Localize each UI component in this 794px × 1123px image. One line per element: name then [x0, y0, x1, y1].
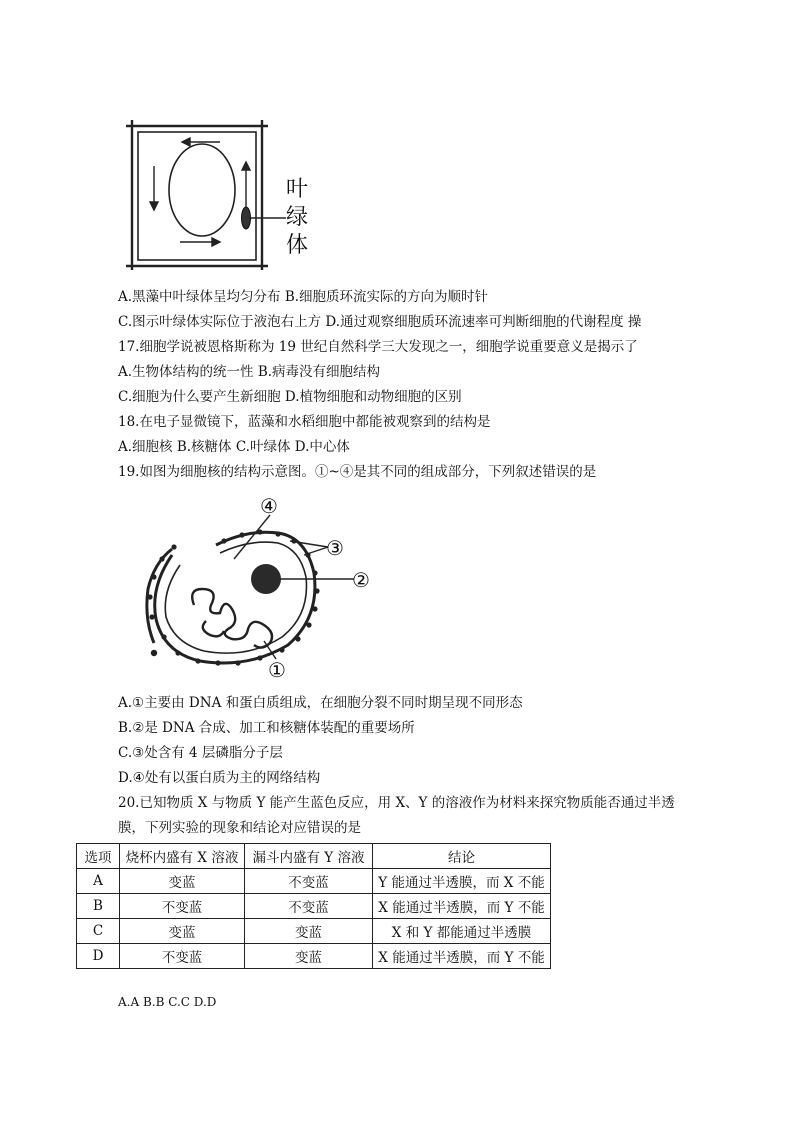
- table-cell: 变蓝: [245, 944, 373, 969]
- table-cell: Y 能通过半透膜，而 X 不能: [373, 869, 551, 894]
- q19-option-a: A.①主要由 DNA 和蛋白质组成，在细胞分裂不同时期呈现不同形态: [118, 695, 523, 711]
- q17-stem: 17.细胞学说被恩格斯称为 19 世纪自然科学三大发现之一，细胞学说重要意义是揭示了: [118, 339, 638, 355]
- label-4: ④: [260, 494, 278, 518]
- table-header-cell: 漏斗内盛有 Y 溶液: [245, 844, 373, 869]
- nucleus-figure: [128, 493, 378, 685]
- q19-option-b: B.②是 DNA 合成、加工和核糖体装配的重要场所: [118, 720, 415, 736]
- q20-stem-line-1: 20.已知物质 X 与物质 Y 能产生蓝色反应，用 X、Y 的溶液作为材料来探究物质能否通过半透: [118, 795, 675, 811]
- vacuole: [169, 144, 235, 236]
- q16-option-line-1: A.黑藻中叶绿体呈均匀分布 B.细胞质环流实际的方向为顺时针: [118, 289, 489, 305]
- table-header-cell: 烧杯内盛有 X 溶液: [120, 844, 245, 869]
- table-row: [77, 894, 551, 919]
- table-cell: 不变蓝: [120, 944, 245, 969]
- q17-option-line-1: A.生物体结构的统一性 B.病毒没有细胞结构: [118, 364, 381, 380]
- nuclear-pores: [147, 529, 319, 665]
- chloroplast-label-char-3: 体: [286, 233, 309, 258]
- q20-table: [76, 843, 551, 969]
- chloroplast-label: [286, 177, 315, 258]
- table-cell: 不变蓝: [245, 894, 373, 919]
- q19-stem: 19.如图为细胞核的结构示意图。①~④是其不同的组成部分，下列叙述错误的是: [118, 464, 597, 480]
- table-row: [77, 944, 551, 969]
- pointer-3: [290, 541, 328, 555]
- q16-option-line-2: C.图示叶绿体实际位于液泡右上方 D.通过观察细胞质环流速率可判断细胞的代谢程度 操: [118, 314, 642, 330]
- chloroplast-icon: [242, 207, 251, 229]
- nucleolus: [251, 564, 281, 594]
- nuclear-envelope-outer: [155, 532, 315, 663]
- q20-stem-line-2: 膜，下列实验的现象和结论对应错误的是: [118, 820, 361, 836]
- q18-options: A.细胞核 B.核糖体 C.叶绿体 D.中心体: [118, 439, 350, 455]
- table-header-cell: 选项: [77, 844, 120, 869]
- table-cell: X 和 Y 都能通过半透膜: [373, 919, 551, 944]
- table-header-cell: 结论: [373, 844, 551, 869]
- q20-answer-choices: A.A B.B C.C D.D: [118, 995, 217, 1009]
- table-header-row: [77, 844, 551, 869]
- q18-stem: 18.在电子显微镜下，蓝藻和水稻细胞中都能被观察到的结构是: [118, 414, 491, 430]
- table-cell: 不变蓝: [245, 869, 373, 894]
- nuclear-envelope-inner: [165, 542, 306, 653]
- chloroplast-label-char-2: 绿: [286, 205, 309, 230]
- table-row: [77, 919, 551, 944]
- table-cell: C: [77, 919, 120, 944]
- label-3: ③: [326, 536, 344, 560]
- table-cell: A: [77, 869, 120, 894]
- chloroplast-label-char-1: 叶: [286, 177, 309, 202]
- table-cell: D: [77, 944, 120, 969]
- label-2: ②: [352, 568, 370, 592]
- table-cell: 变蓝: [120, 919, 245, 944]
- table-cell: B: [77, 894, 120, 919]
- q19-option-c: C.③处含有 4 层磷脂分子层: [118, 745, 283, 761]
- table-cell: X 能通过半透膜，而 Y 不能: [373, 894, 551, 919]
- table-row: [77, 869, 551, 894]
- table-cell: 变蓝: [120, 869, 245, 894]
- table-cell: 不变蓝: [120, 894, 245, 919]
- table-cell: X 能通过半透膜，而 Y 不能: [373, 944, 551, 969]
- chromatin: [192, 589, 272, 648]
- cell-streaming-figure: [124, 118, 324, 272]
- q19-option-d: D.④处有以蛋白质为主的网络结构: [118, 770, 321, 786]
- q17-option-line-2: C.细胞为什么要产生新细胞 D.植物细胞和动物细胞的区别: [118, 389, 462, 405]
- label-1: ①: [268, 658, 286, 682]
- table-cell: 变蓝: [245, 919, 373, 944]
